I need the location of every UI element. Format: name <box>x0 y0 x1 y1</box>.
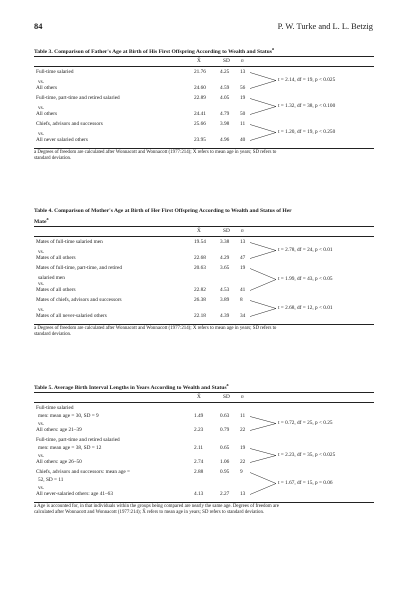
row-sd: 4.96 <box>220 137 230 143</box>
column-header-sd: SD <box>223 228 230 234</box>
row-mean: 2.74 <box>194 459 204 465</box>
running-header <box>34 22 373 34</box>
column-header-n: n <box>241 228 244 234</box>
comparison-arrow-upper <box>250 449 276 456</box>
row-label: Chiefs, advisors and successors: mean age = <box>36 469 131 475</box>
row-label: Full-time salaried <box>36 69 74 75</box>
row-n: 11 <box>240 413 246 419</box>
comparison-arrow-lower <box>250 107 276 115</box>
row-sd: 4.29 <box>220 255 230 261</box>
t-test-result: t = 2.14, df = 19, p < 0.025 <box>278 77 336 84</box>
row-label: vs. <box>38 249 45 255</box>
caption-text: Table 5. Average Birth Interval Lengths in Years According to Wealth and Status <box>34 384 227 391</box>
table-footnote: a Degrees of freedom are calculated after Wonnacott and Wonnacott (1977:214); X̄ refers to mean age in years; SD refers to <box>34 150 277 155</box>
row-mean: 22.18 <box>194 313 206 319</box>
column-header-mean: X̄ <box>197 228 201 234</box>
table-footnote: a Degrees of freedom are calculated after Wonnacott and Wonnacott (1977:214); X̄ refers to mean age in years; SD refers to <box>34 326 277 331</box>
row-label: vs. <box>38 307 45 313</box>
comparison-arrow-upper <box>250 473 276 484</box>
row-label: vs. <box>38 105 45 111</box>
row-label: vs. <box>38 79 45 85</box>
row-n: 19 <box>240 95 246 101</box>
row-sd: 0.79 <box>220 427 230 433</box>
comparison-arrow-lower <box>250 81 276 89</box>
row-sd: 2.27 <box>220 491 230 497</box>
row-n: 22 <box>240 427 246 433</box>
column-header-mean: X̄ <box>197 394 201 400</box>
t-test-result: t = 2.68, df = 12, p < 0.01 <box>278 305 333 312</box>
comparison-arrow-lower <box>250 456 276 463</box>
row-label: vs. <box>38 421 45 427</box>
row-label: Mates of full-time salaried men <box>36 239 103 245</box>
row-label: vs. <box>38 485 45 491</box>
row-sd: 0.63 <box>220 413 230 419</box>
column-header-n: n <box>241 394 244 400</box>
row-label: vs. <box>38 131 45 137</box>
row-mean: 22.68 <box>194 255 206 261</box>
row-n: 47 <box>240 255 246 261</box>
page-number: 84 <box>34 22 43 31</box>
row-n: 40 <box>240 137 246 143</box>
row-label: All never-salaried others: age 41–63 <box>36 491 113 497</box>
row-label: men: mean age = 30, SD = 9 <box>38 413 99 419</box>
row-mean: 23.95 <box>194 137 206 143</box>
row-n: 9 <box>240 469 243 475</box>
row-sd: 4.59 <box>220 85 230 91</box>
row-sd: 0.95 <box>220 469 230 475</box>
row-label: vs. <box>38 453 45 459</box>
row-mean: 22.82 <box>194 287 206 293</box>
comparison-arrow-upper <box>250 269 276 280</box>
column-header-sd: SD <box>223 394 230 400</box>
row-label: Chiefs, advisors and successors <box>36 121 103 127</box>
row-sd: 3.98 <box>220 121 230 127</box>
caption-footnote-mark: a <box>271 46 274 51</box>
caption-footnote-mark: a <box>226 382 229 387</box>
caption-text: Table 3. Comparison of Father's Age at Birth of His First Offspring According to Wealth and Status <box>34 48 272 55</box>
row-label: Full-time, part-time and retired salaried <box>36 437 120 443</box>
row-label: vs. <box>38 281 45 287</box>
comparison-arrow-upper <box>250 73 276 81</box>
row-n: 13 <box>240 239 246 245</box>
row-sd: 1.06 <box>220 459 230 465</box>
comparison-arrow-upper <box>250 99 276 107</box>
row-label: All never salaried others <box>36 137 88 143</box>
row-sd: 4.53 <box>220 287 230 293</box>
row-n: 34 <box>240 313 246 319</box>
column-header-mean: X̄ <box>197 58 201 64</box>
row-sd: 3.89 <box>220 297 230 303</box>
row-label: 52, SD = 11 <box>38 477 64 483</box>
comparison-arrow-upper <box>250 243 276 251</box>
comparison-arrow-lower <box>250 424 276 431</box>
comparison-arrow-lower <box>250 251 276 259</box>
row-n: 22 <box>240 459 246 465</box>
row-mean: 1.49 <box>194 413 204 419</box>
row-n: 13 <box>240 69 246 75</box>
row-sd: 4.05 <box>220 95 230 101</box>
row-mean: 2.11 <box>194 445 204 451</box>
row-mean: 2.23 <box>194 427 204 433</box>
row-label: Mates of all others <box>36 255 76 261</box>
table-footnote-cont: standard deviation. <box>34 332 72 338</box>
column-header-sd: SD <box>223 58 230 64</box>
row-label: All others: age 26–50 <box>36 459 82 465</box>
row-label: Mates of all never-salaried others <box>36 313 107 319</box>
row-mean: 25.66 <box>194 121 206 127</box>
row-mean: 4.13 <box>194 491 204 497</box>
t-test-result: t = 2.23, df = 35, p < 0.025 <box>278 452 336 459</box>
row-mean: 2.88 <box>194 469 204 475</box>
comparison-arrow-upper <box>250 301 276 309</box>
row-mean: 21.76 <box>194 69 206 75</box>
row-mean: 19.54 <box>194 239 206 245</box>
comparison-arrow-upper <box>250 417 276 424</box>
row-sd: 3.65 <box>220 265 230 271</box>
comparison-arrow-lower <box>250 484 276 495</box>
comparison-arrow-lower <box>250 309 276 317</box>
t-test-result: t = 0.72, df = 25, p < 0.25 <box>278 420 333 427</box>
row-n: 41 <box>240 287 246 293</box>
table-footnote-cont: standard deviation. <box>34 156 72 162</box>
row-label: All others: age 21–39 <box>36 427 82 433</box>
row-label: Mates of all others <box>36 287 76 293</box>
caption-text-line2: Mate <box>34 218 47 225</box>
row-sd: 4.25 <box>220 69 230 75</box>
column-header-n: n <box>241 58 244 64</box>
row-n: 8 <box>240 297 243 303</box>
row-mean: 26.38 <box>194 297 206 303</box>
row-label: men: mean age = 38, SD = 12 <box>38 445 102 451</box>
row-sd: 0.65 <box>220 445 230 451</box>
caption-footnote-mark: a <box>46 216 49 221</box>
row-n: 56 <box>240 85 246 91</box>
t-test-result: t = 2.78, df = 24, p < 0.01 <box>278 247 333 254</box>
row-label: All others <box>36 111 58 117</box>
t-test-result: t = 1.67, df = 15, p = 0.06 <box>278 480 333 487</box>
row-sd: 4.39 <box>220 313 230 319</box>
comparison-arrow-lower <box>250 133 276 141</box>
row-n: 13 <box>240 491 246 497</box>
comparison-arrow-lower <box>250 280 276 291</box>
t-test-result: t = 1.20, df = 19, p < 0.250 <box>278 129 336 136</box>
table-footnote-cont: calculated after Wonnacott and Wonnacott (1977:214); X̄ refers to mean age in years; SD refers to standard deviation. <box>34 510 265 516</box>
row-sd: 3.38 <box>220 239 230 245</box>
table-footnote: a Age is accounted for, in that individuals within the groups being compared are nearly the same age. Degrees of freedom are <box>34 504 279 509</box>
t-test-result: t = 1.32, df = 38, p < 0.100 <box>278 103 336 110</box>
row-n: 11 <box>240 121 246 127</box>
t-test-result: t = 1.99, df = 43, p < 0.05 <box>278 276 333 283</box>
row-label: Full-time salaried <box>36 405 74 411</box>
row-mean: 20.63 <box>194 265 206 271</box>
row-n: 19 <box>240 445 246 451</box>
row-label: salaried men <box>38 275 65 281</box>
row-n: 19 <box>240 265 246 271</box>
row-mean: 24.60 <box>194 85 206 91</box>
caption-text: Table 4. Comparison of Mother's Age at Birth of Her First Offspring According to Wealth and Status of Her <box>34 208 292 214</box>
row-mean: 22.89 <box>194 95 206 101</box>
running-authors: P. W. Turke and L. L. Betzig <box>277 22 373 31</box>
row-label: Mates of chiefs, advisors and successors <box>36 297 122 303</box>
row-label: Mates of full-time, part-time, and retired <box>36 265 123 271</box>
comparison-arrow-upper <box>250 125 276 133</box>
row-sd: 4.79 <box>220 111 230 117</box>
row-label: All others <box>36 85 58 91</box>
row-n: 50 <box>240 111 246 117</box>
row-label: Full-time, part-time and retired salaried <box>36 95 120 101</box>
row-mean: 24.41 <box>194 111 206 117</box>
